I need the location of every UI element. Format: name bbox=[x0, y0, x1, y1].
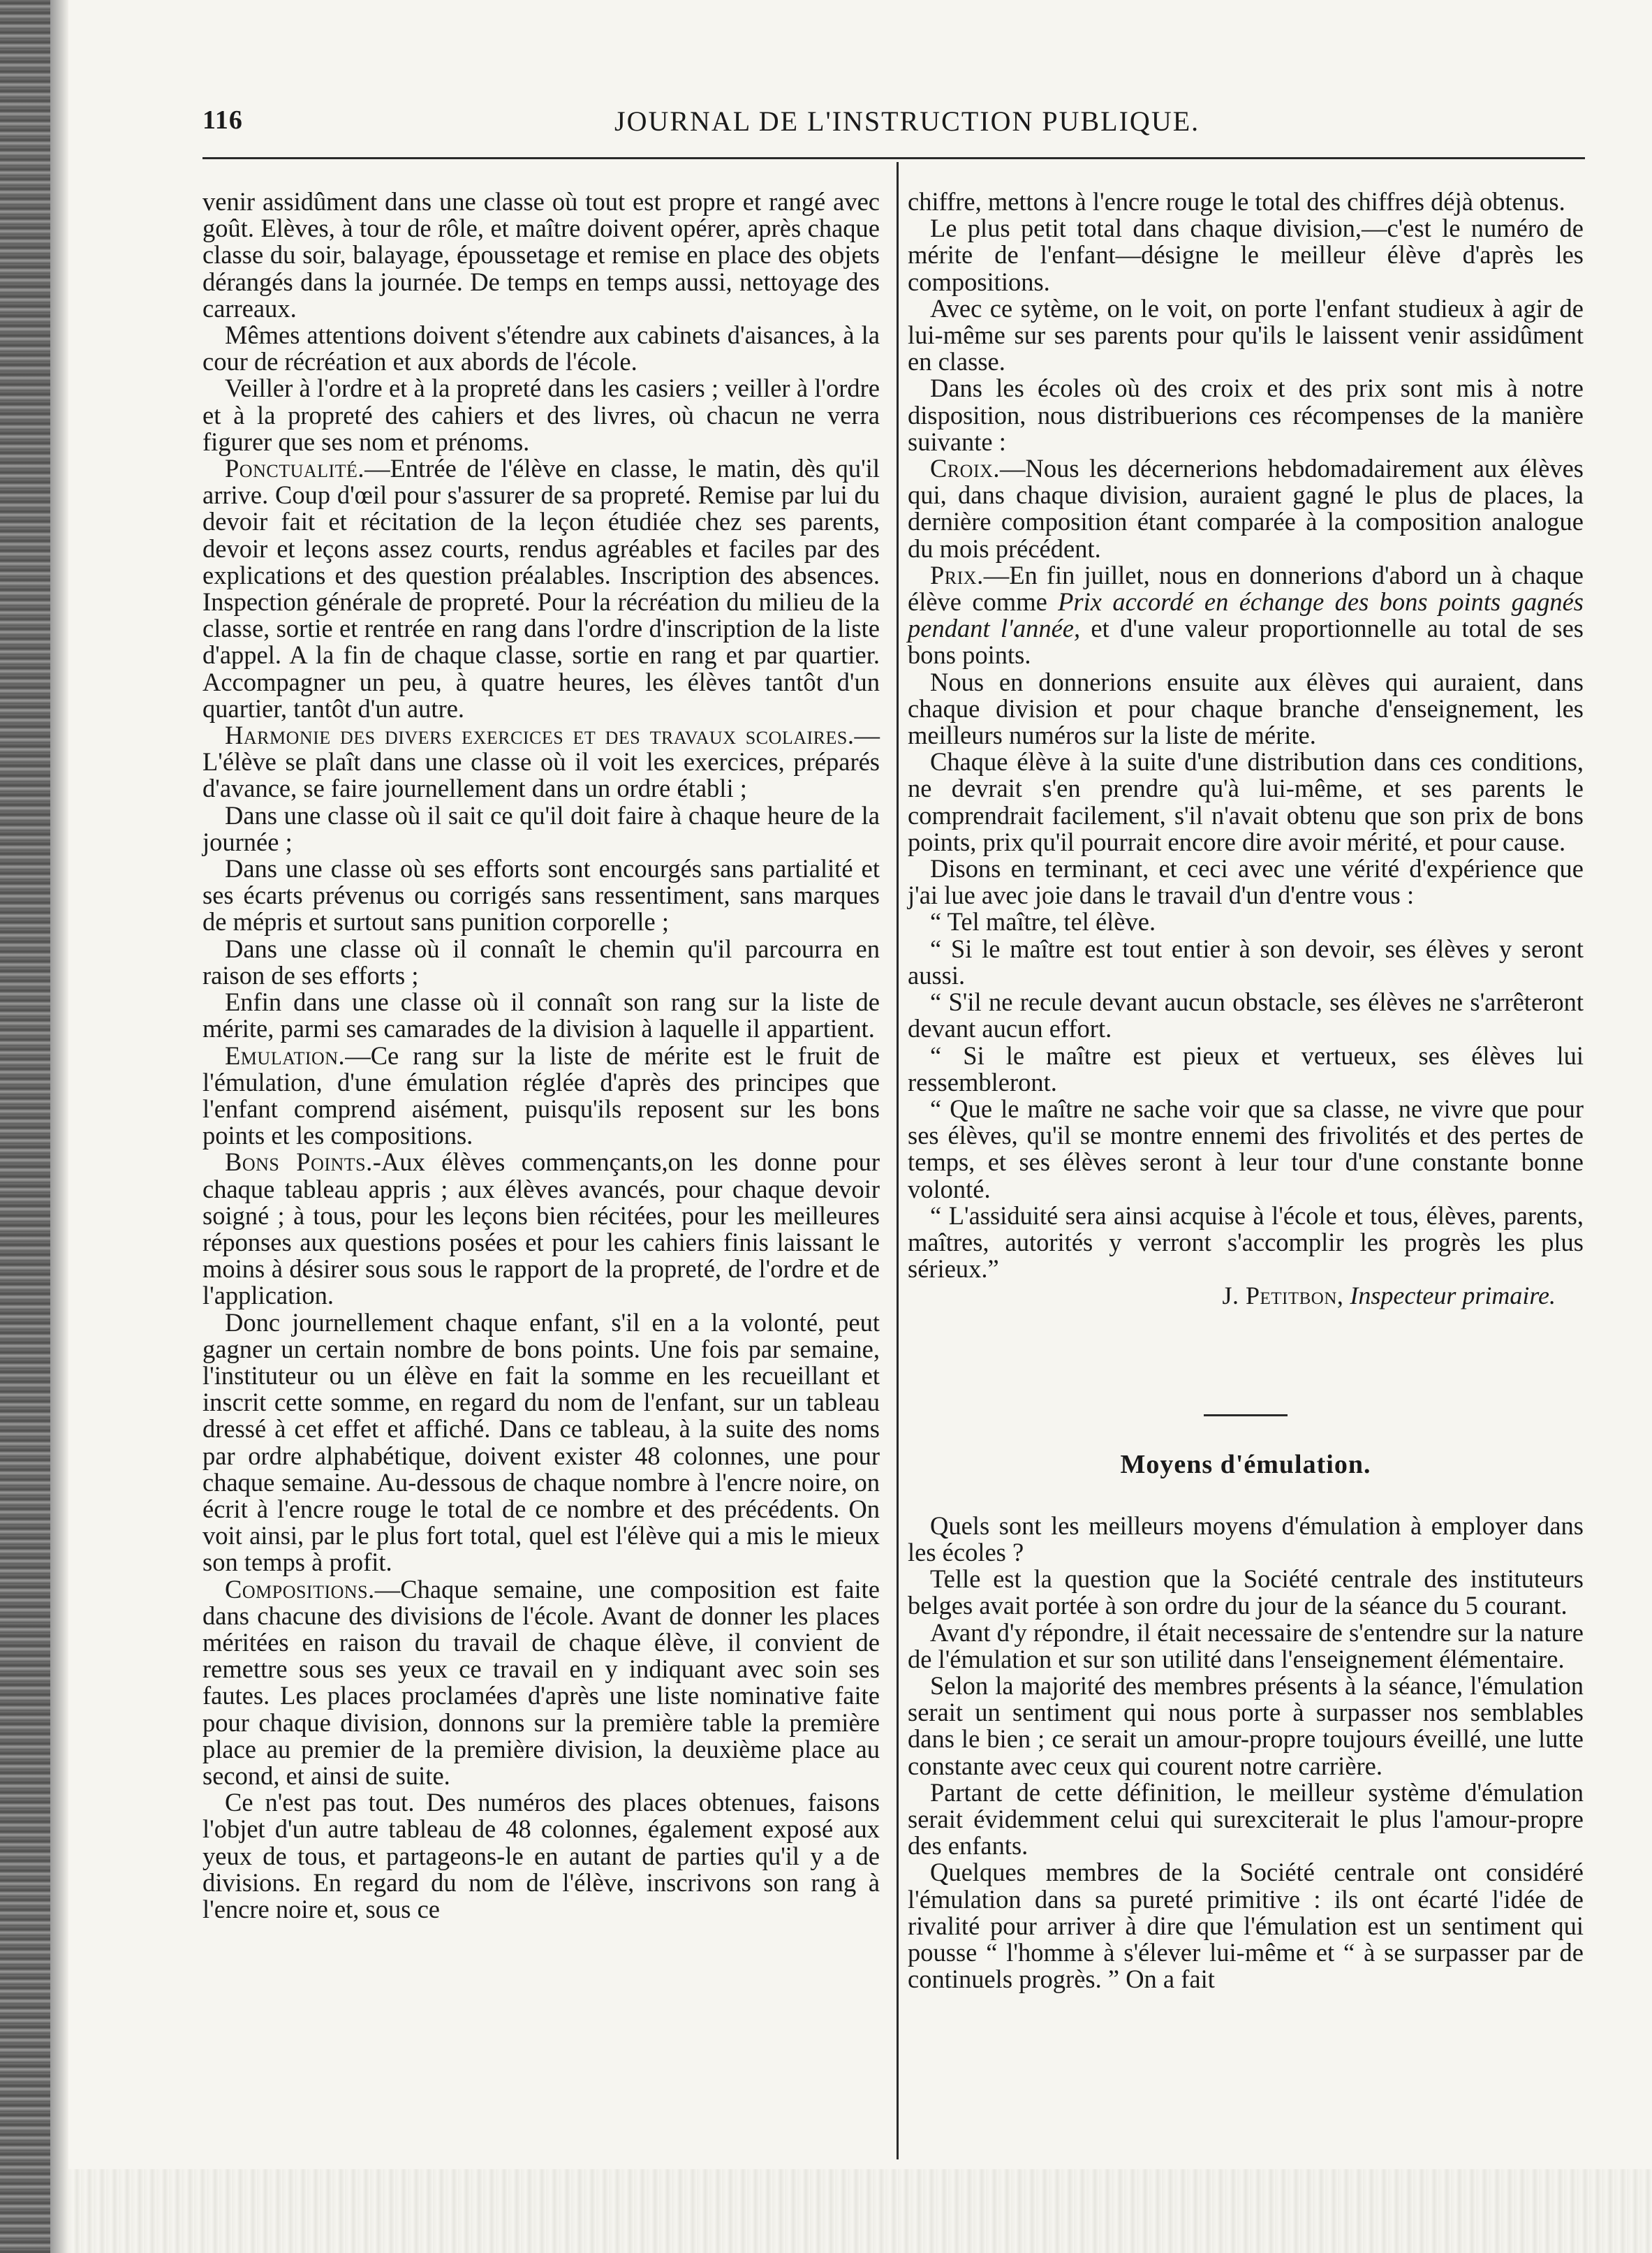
paragraph-label: Croix. bbox=[930, 454, 1001, 483]
paragraph: venir assidûment dans une classe où tout est propre et rangé avec goût. Elèves, à tour de rôle, et maître doivent opérer, après chaque classe du soir, balayage, époussetage et remise en place des objets dérangés dans la journée. De temps en temps aussi, nettoyage des carreaux. bbox=[202, 187, 880, 323]
paragraph: Le plus petit total dans chaque division,—c'est le numéro de mérite de l'enfant—désigne le meilleur élève d'après les compositions. bbox=[908, 214, 1584, 296]
paragraph-text: —Nous les décernerions hebdomadairement aux élèves qui, dans chaque division, auraient gagné le plus de places, la dernière composition étant comparée à la composition analogue du mois précédent. bbox=[908, 454, 1584, 563]
paragraph-label: Prix. bbox=[930, 560, 984, 589]
paragraph bbox=[202, 1576, 880, 1790]
paragraph-text: —Ce rang sur la liste de mérite est le fruit de l'émulation, d'une émulation réglée d'après des principes que l'enfant comprend aisément, puisqu'ils reposent sur les bons points et les compositions. bbox=[202, 1041, 880, 1150]
paragraph-text: et d'une valeur proportionnelle au total de ses bons points. bbox=[908, 614, 1584, 670]
page-number: 116 bbox=[202, 105, 243, 135]
author-role: Inspecteur primaire. bbox=[1350, 1282, 1556, 1310]
paragraph bbox=[202, 722, 880, 802]
paragraph-text: —En fin juillet, nous en donnerions d'abord un à chaque élève comme bbox=[908, 560, 1584, 617]
gutter-shadow bbox=[50, 0, 68, 2253]
author-signature bbox=[908, 1282, 1584, 1309]
paragraph-text: -Aux élèves commençants,on les donne pour chaque tableau appris ; aux élèves avancés, pour chaque devoir soigné ; à tous, pour les leçons bien récitées, pour les meilleures réponses aux questions posées et pour les cahiers finis laissant le moins à désirer sous sous le rapport de la propreté, de l'ordre et de l'application. bbox=[202, 1147, 880, 1310]
right-column bbox=[908, 189, 1584, 1993]
paragraph: Veiller à l'ordre et à la propreté dans les casiers ; veiller à l'ordre et à la propreté des cahiers et des livres, où chacun ne verra figurer que ses nom et prénoms. bbox=[202, 374, 880, 456]
quote-line: “ S'il ne recule devant aucun obstacle, ses élèves ne s'arrêteront devant aucun effort. bbox=[908, 988, 1584, 1043]
paragraph: Partant de cette définition, le meilleur système d'émulation serait évidemment celui qui surexciterait le plus l'amour-propre des enfants. bbox=[908, 1777, 1584, 1861]
quote-line: “ L'assiduité sera ainsi acquise à l'école et tous, élèves, parents, maîtres, autorités y verront s'accomplir les progrès les plus sérieux.” bbox=[908, 1201, 1584, 1284]
paragraph-label: Bons Points. bbox=[225, 1147, 373, 1177]
page-header bbox=[202, 105, 1585, 147]
quote-line: “ Si le maître est tout entier à son devoir, ses élèves y seront aussi. bbox=[908, 934, 1584, 990]
paragraph: chiffre, mettons à l'encre rouge le total des chiffres déjà obtenus. bbox=[908, 187, 1565, 216]
journal-title: JOURNAL DE L'INSTRUCTION PUBLIQUE. bbox=[614, 105, 1200, 137]
paragraph: Avant d'y répondre, il était necessaire de s'entendre sur la nature de l'émulation et sur son utilité dans l'enseignement élémentaire. bbox=[908, 1617, 1584, 1673]
paragraph: Ce n'est pas tout. Des numéros des places obtenues, faisons l'objet d'un autre tableau de 48 colonnes, également exposé aux yeux de tous, et partageons-le en autant de parties qu'il y a de divisions. En regard du nom de l'élève, inscrivons son rang à l'encre noire et, sous ce bbox=[202, 1788, 880, 1923]
paragraph bbox=[202, 1043, 880, 1150]
paragraph: Dans une classe où ses efforts sont encourgés sans partialité et ses écarts prévenus ou corrigés sans ressentiment, sans marques de mépris et surtout sans punition corporelle ; bbox=[202, 854, 880, 937]
paragraph: Enfin dans une classe où il connaît son rang sur la liste de mérite, parmi ses camarades de la division à laquelle il appartient. bbox=[202, 988, 880, 1043]
paragraph-text: —L'élève se plaît dans une classe où il voit les exercices, préparés d'avance, se faire journellement dans un ordre établi ; bbox=[202, 721, 880, 803]
paragraph: Nous en donnerions ensuite aux élèves qui auraient, dans chaque division et pour chaque branche d'enseignement, les meilleurs numéros sur la liste de mérite. bbox=[908, 667, 1584, 750]
paragraph bbox=[202, 455, 880, 722]
paragraph bbox=[908, 455, 1584, 562]
italic-phrase: Prix accordé en échange des bons points gagnés pendant l'année, bbox=[908, 587, 1584, 643]
quote-line: “ Tel maître, tel élève. bbox=[930, 907, 1156, 937]
section-rule bbox=[1204, 1414, 1288, 1416]
paragraph: Dans une classe où il sait ce qu'il doit faire à chaque heure de la journée ; bbox=[202, 800, 880, 856]
paragraph: Chaque élève à la suite d'une distribution dans ces conditions, ne devrait s'en prendre qu'à lui-même, et ses parents le comprendrait facilement, s'il n'avait obtenu que son prix de bons points, prix qu'il pourrait encore dire avoir mérité, et pour cause. bbox=[908, 747, 1584, 856]
paragraph-label: Emulation. bbox=[225, 1041, 346, 1070]
quote-line: “ Que le maître ne sache voir que sa classe, ne vivre que pour ses élèves, qu'il se montre ennemi des frivolités et des pertes de temps, et ses élèves seront à leur tour d'une constante bonne volonté. bbox=[908, 1094, 1584, 1203]
paragraph-label: Harmonie des divers exercices et des travaux scolaires. bbox=[225, 721, 855, 750]
paragraph-text: —Chaque semaine, une composition est faite dans chacune des divisions de l'école. Avant de donner les places méritées en raison du travail de chaque élève, il convient de remettre sous ses yeux ce travail en y indiquant avec soin ses fautes. Les places proclamées d'après une liste nominative faite pour chaque division, donnons sur la première table la première place au premier de la première division, la deuxième place au second, et ainsi de suite. bbox=[202, 1574, 880, 1790]
paragraph: Telle est la question que la Société centrale des instituteurs belges avait portée à son ordre du jour de la séance du 5 courant. bbox=[908, 1564, 1584, 1620]
scan-noise bbox=[68, 2169, 1652, 2253]
column-divider bbox=[897, 162, 899, 2159]
book-binding-edge bbox=[0, 0, 50, 2253]
paragraph bbox=[202, 1149, 880, 1309]
paragraph: Donc journellement chaque enfant, s'il en a la volonté, peut gagner un certain nombre de bons points. Une fois par semaine, l'instituteur ou un élève en fait la somme en les recueillant et inscrit cette somme, en regard du nom de l'enfant, sur un tableau dressé à cet effet et affiché. Dans ce tableau, à la suite des noms par ordre alphabétique, doivent exister 48 colonnes, une pour chaque semaine. Au-dessous de chaque nombre à l'encre noire, on écrit à l'encre rouge le total de ce nombre et des précédents. On voit ainsi, par le plus fort total, quel est l'élève qui a mis le mieux son temps à profit. bbox=[202, 1307, 880, 1577]
paragraph: Disons en terminant, et ceci avec une vérité d'expérience que j'ai lue avec joie dans le travail d'un d'entre vous : bbox=[908, 854, 1584, 910]
paragraph bbox=[908, 562, 1584, 669]
paragraph: Mêmes attentions doivent s'étendre aux cabinets d'aisances, à la cour de récréation et aux abords de l'école. bbox=[202, 321, 880, 376]
paragraph-label: Compositions. bbox=[225, 1574, 375, 1603]
left-column bbox=[202, 189, 880, 1923]
paragraph-label: Ponctualité. bbox=[225, 454, 365, 483]
paragraph: Quels sont les meilleurs moyens d'émulation à employer dans les écoles ? bbox=[908, 1511, 1584, 1566]
section-title: Moyens d'émulation. bbox=[1120, 1449, 1371, 1479]
quote-line: “ Si le maître est pieux et vertueux, ses élèves lui ressembleront. bbox=[908, 1041, 1584, 1096]
header-rule bbox=[202, 157, 1585, 159]
paragraph-text: —Entrée de l'élève en classe, le matin, dès qu'il arrive. Coup d'œil pour s'assurer de sa propreté. Remise par lui du devoir fait et récitation de la leçon étudiée chez ses parents, devoir et leçons assez courts, rendus agréables et faciles par des explications et des question préalables. Inscription des absences. Inspection générale de propreté. Pour la récréation du milieu de la classe, sortie et rentrée en rang dans l'ordre d'inscription de la liste d'appel. A la fin de chaque classe, sortie en rang et par quartier. Accompagner un peu, à quatre heures, les élèves tantôt d'un quartier, tantôt d'un autre. bbox=[202, 454, 880, 723]
paragraph: Dans une classe où il connaît le chemin qu'il parcourra en raison de ses efforts ; bbox=[202, 934, 880, 990]
paragraph: Dans les écoles où des croix et des prix sont mis à notre disposition, nous distribuerions ces récompenses de la manière suivante : bbox=[908, 374, 1584, 456]
paragraph: Quelques membres de la Société centrale ont considéré l'émulation dans sa pureté primitive : ils ont écarté l'idée de rivalité pour arriver à dire que l'émulation est un sentiment qui pousse “ l'homme à s'élever lui-même et “ à se surpasser par de continuels progrès. ” On a fait bbox=[908, 1858, 1584, 1994]
paragraph: Selon la majorité des membres présents à la séance, l'émulation serait un sentiment qui nous porte à surpasser nos semblables dans le bien ; ce serait un amour-propre toujours éveillé, une lutte constante avec ceux qui courent notre carrière. bbox=[908, 1671, 1584, 1780]
author-name: J. Petitbon, bbox=[1222, 1282, 1344, 1310]
paragraph: Avec ce sytème, on le voit, on porte l'enfant studieux à agir de lui-même sur ses parents pour qu'ils le laissent venir assidûment en classe. bbox=[908, 293, 1584, 376]
